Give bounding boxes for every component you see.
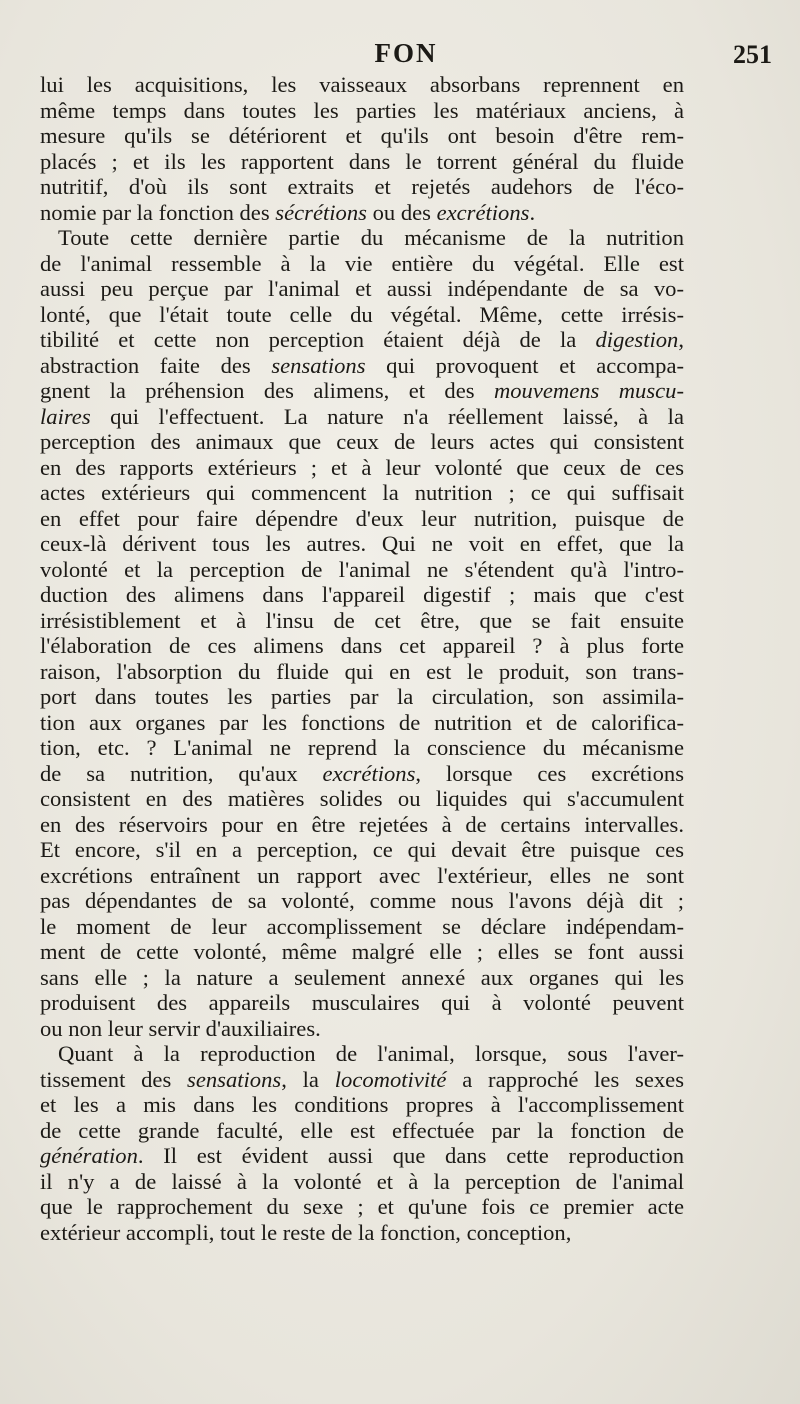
page-header	[40, 38, 772, 72]
text-line: ou non leur servir d'auxiliaires.	[40, 1015, 321, 1041]
italic-term: digestion	[595, 327, 679, 352]
text-line: de l'animal ressemble à la vie entière du végétal. Elle est	[40, 250, 684, 276]
text-line: perception des animaux que ceux de leurs actes qui consistent	[40, 429, 684, 454]
text-line: le moment de leur accomplissement se déclare indépendam-	[40, 913, 684, 939]
text-line: volonté et la perception de l'animal ne s'étendent qu'à l'intro-	[40, 556, 684, 582]
text-segment: , la	[281, 1066, 335, 1092]
text-line: pas dépendantes de sa volonté, comme nous l'avons déjà dit ;	[40, 888, 684, 913]
text-segment: ,	[678, 327, 684, 352]
text-line: actes extérieurs qui commencent la nutrition ; ce qui suffisait	[40, 480, 684, 505]
text-line: et les a mis dans les conditions propres à l'accomplissement	[40, 1092, 684, 1117]
text-line: Et encore, s'il en a perception, ce qui devait être puisque ces	[40, 837, 684, 862]
italic-term: sensations	[187, 1066, 282, 1092]
text-line: mesure qu'ils se détériorent et qu'ils ont besoin d'être rem-	[40, 123, 684, 148]
italic-term: locomotivité	[334, 1066, 447, 1092]
text-line: lonté, que l'était toute celle du végétal. Même, cette irrésis-	[40, 301, 684, 327]
text-segment: . Il est évident aussi que dans cette reproduction	[137, 1143, 684, 1168]
text-line: en des réservoirs pour en être rejetées à de certains intervalles.	[40, 811, 684, 837]
paragraph	[40, 1041, 684, 1245]
text-segment: tibilité et cette non perception étaient déjà de la	[40, 327, 596, 352]
text-segment: a rapproché les sexes	[446, 1066, 684, 1092]
text-line: excrétions entraînent un rapport avec l'extérieur, elles ne sont	[40, 862, 684, 888]
text-line: extérieur accompli, tout le reste de la fonction, conception,	[40, 1219, 572, 1245]
text-segment: nomie par la fonction des	[40, 199, 276, 225]
text-segment: gnent la préhension des alimens, et des	[40, 378, 494, 403]
text-line: tion, etc. ? L'animal ne reprend la conscience du mécanisme	[40, 735, 684, 760]
text-segment: , lorsque ces excrétions	[415, 760, 684, 786]
text-line	[40, 327, 684, 353]
italic-term: excrétions	[322, 760, 416, 786]
text-line	[40, 200, 684, 226]
text-line: Toute cette dernière partie du mécanisme de la nutrition	[58, 225, 684, 250]
text-line	[40, 353, 684, 379]
text-segment: de sa nutrition, qu'aux	[40, 760, 323, 786]
text-segment: qui l'effectuent. La nature n'a réellement laissé, à la	[90, 403, 684, 429]
text-line	[40, 378, 684, 404]
text-line: duction des alimens dans l'appareil digestif ; mais que c'est	[40, 582, 684, 607]
text-line: l'élaboration de ces alimens dans cet appareil ? à plus forte	[40, 633, 684, 658]
text-line: nutritif, d'où ils sont extraits et rejetés audehors de l'éco-	[40, 174, 684, 199]
text-segment: qui provoquent et accompa-	[365, 352, 685, 378]
text-line: en effet pour faire dépendre d'eux leur nutrition, puisque de	[40, 505, 684, 531]
text-segment: .	[529, 199, 536, 225]
text-line: ceux-là dérivent tous les autres. Qui ne voit en effet, que la	[40, 531, 684, 556]
text-line: tion aux organes par les fonctions de nutrition et de calorifica-	[40, 709, 684, 735]
text-line: en des rapports extérieurs ; et à leur volonté que ceux de ces	[40, 454, 684, 480]
text-line	[40, 404, 684, 430]
text-line: lui les acquisitions, les vaisseaux absorbans reprennent en	[40, 72, 684, 97]
body-text	[40, 72, 684, 1245]
italic-term: sensations	[271, 352, 366, 378]
text-line: de cette grande faculté, elle est effectuée par la fonction de	[40, 1117, 684, 1143]
italic-term: sécrétions	[275, 199, 367, 225]
text-line: raison, l'absorption du fluide qui en est le produit, son trans-	[40, 658, 684, 684]
paragraph	[40, 225, 684, 1041]
text-line: irrésistiblement et à l'insu de cet être, que se fait ensuite	[40, 607, 684, 633]
text-segment: ou des	[366, 199, 437, 225]
running-head: FON	[374, 38, 438, 68]
text-line: que le rapprochement du sexe ; et qu'une fois ce premier acte	[40, 1194, 684, 1219]
text-segment: abstraction faite des	[40, 352, 272, 378]
text-line: ment de cette volonté, même malgré elle ; elles se font aussi	[40, 939, 684, 964]
text-line	[40, 1143, 684, 1169]
page-number: 251	[733, 40, 772, 69]
text-line: consistent en des matières solides ou liquides qui s'accumulent	[40, 786, 684, 811]
paragraph	[40, 72, 684, 225]
text-line: port dans toutes les parties par la circulation, son assimila-	[40, 684, 684, 709]
text-line: aussi peu perçue par l'animal et aussi indépendante de sa vo-	[40, 276, 684, 301]
italic-term: génération	[40, 1143, 138, 1168]
italic-term: mouvemens muscu-	[493, 378, 684, 403]
italic-term: laires	[40, 403, 91, 429]
text-line: sans elle ; la nature a seulement annexé aux organes qui les	[40, 964, 684, 990]
text-line: Quant à la reproduction de l'animal, lorsque, sous l'aver-	[58, 1041, 684, 1066]
italic-term: excrétions	[436, 199, 530, 225]
text-line: il n'y a de laissé à la volonté et à la perception de l'animal	[40, 1168, 684, 1194]
text-line	[40, 761, 684, 787]
text-segment: tissement des	[40, 1066, 188, 1092]
text-line: placés ; et ils les rapportent dans le torrent général du fluide	[40, 148, 684, 174]
text-line: même temps dans toutes les parties les matériaux anciens, à	[40, 97, 684, 123]
text-line: produisent des appareils musculaires qui à volonté peuvent	[40, 990, 684, 1015]
text-line	[40, 1067, 684, 1093]
